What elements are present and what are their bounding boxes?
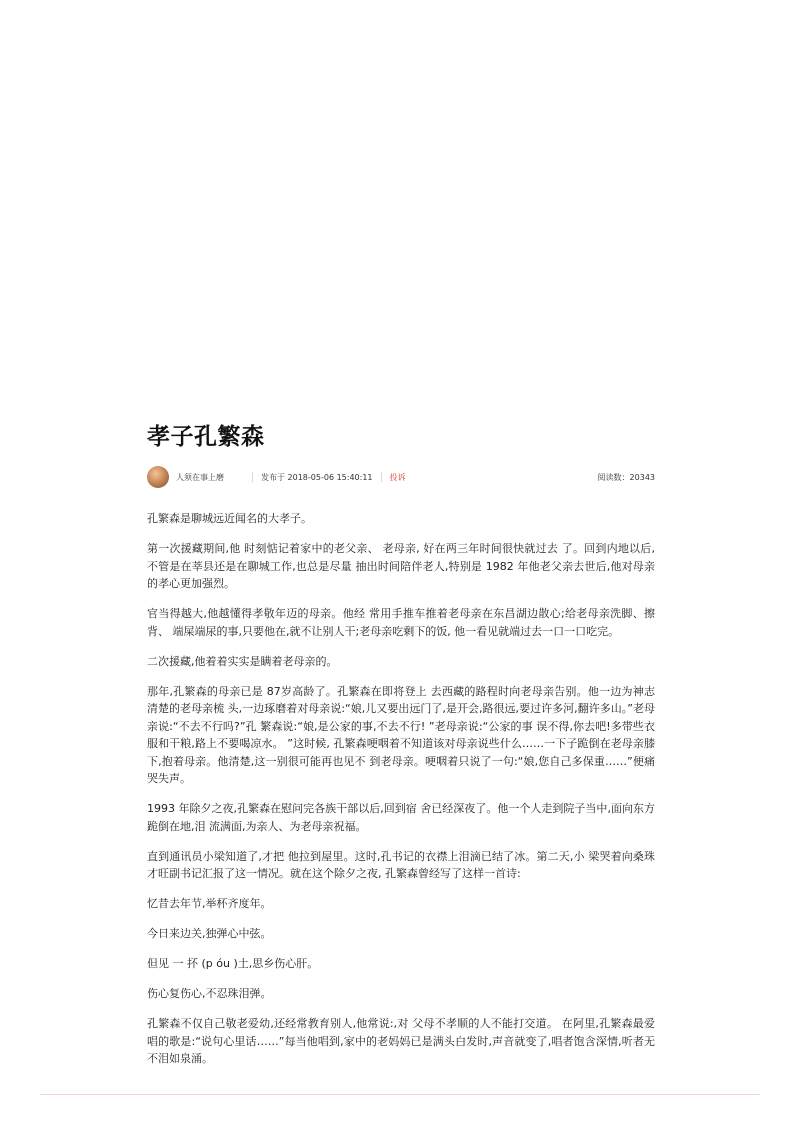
meta-divider — [252, 472, 253, 482]
paragraph: 那年,孔繁森的母亲已是 87岁高龄了。孔繁森在即将登上 去西藏的路程时向老母亲告别。他一边为神志清楚的老母亲梳 头,一边琢磨着对母亲说:“娘,儿又要出远门了,是开会,路很远,要过许多河,翻许多山。”老母亲说:“不去不行吗?”孔 繁森说:“娘,是公家的事,不去不行! ”老母亲说:“公家的事 误不得,你去吧!多带些衣服和干粮,路上不要喝凉水。 ”这时候, 孔繁森哽咽着不知道该对母亲说些什么……一下子跪倒在老母亲膝下,抱着母亲。他清楚,这一别很可能再也见不 到老母亲。哽咽着只说了一句:“娘,您自己多保重……”便痛 哭失声。 — [147, 684, 655, 785]
paragraph: 第一次援藏期间,他 时刻惦记着家中的老父亲、 老母亲, 好在两三年时间很快就过去 了。回到内地以后,不管是在莘县还是在聊城工作,也总是尽量 抽出时间陪伴老人,特别是 1982 年他老父亲去世后,他对母亲 的孝心更加强烈。 — [147, 542, 655, 590]
paragraph: 二次援藏,他着着实实是瞒着老母亲的。 — [147, 654, 338, 668]
poem-line: 忆昔去年节,举杯齐度年。 — [147, 897, 272, 910]
poem-line: 伤心复伤心,不忍珠泪弹。 — [147, 987, 272, 1000]
article — [147, 420, 655, 1080]
paragraph: 孔繁森是聊城远近闻名的大孝子。 — [147, 512, 312, 525]
poem-line: 今日来边关,独弹心中弦。 — [147, 927, 272, 940]
article-body — [147, 510, 655, 1068]
paragraph: 直到通讯员小梁知道了,才把 他拉到屋里。这时,孔书记的衣襟上泪滴已结了冰。第二天,小 梁哭着向桑珠才旺副书记汇报了这一情况。就在这个除夕之夜, 孔繁森曾经写了这样一首诗: — [147, 849, 655, 880]
paragraph: 孔繁森不仅自己敬老爱幼,还经常教育别人,他常说:,对 父母不孝顺的人不能打交道。 在阿里,孔繁森最爱唱的歌是:“说句心里话……”每当他唱到,家中的老妈妈已是满头白发时,声音就变了,唱者饱含深情,听者无不泪如泉涌。 — [147, 1017, 655, 1065]
author-name[interactable]: 人须在事上磨 — [176, 472, 224, 482]
poem-line: 但见 一 抔 (p óu )土,思乡伤心肝。 — [147, 957, 319, 970]
report-link[interactable]: 投诉 — [389, 472, 406, 482]
publish-time: 发布于 2018-05-06 15:40:11 — [261, 472, 373, 482]
read-count: 阅读数：20343 — [597, 473, 655, 482]
author-avatar[interactable] — [147, 466, 169, 488]
paragraph: 官当得越大,他越懂得孝敬年迈的母亲。他经 常用手推车推着老母亲在东昌湖边散心;给老母亲洗脚、擦背、 端屎端尿的事,只要他在,就不让别人干;老母亲吃剩下的饭, 他一看见就端过去一口一口吃完。 — [147, 607, 655, 638]
paragraph: 1993 年除夕之夜,孔繁森在慰问完各族干部以后,回到宿 舍已经深夜了。他一个人走到院子当中,面向东方跪倒在地,泪 流满面,为亲人、为老母亲祝福。 — [147, 802, 655, 833]
meta-divider — [381, 472, 382, 482]
article-title: 孝子孔繁森 — [147, 424, 265, 450]
footer-divider — [40, 1094, 760, 1095]
article-meta — [147, 464, 655, 490]
